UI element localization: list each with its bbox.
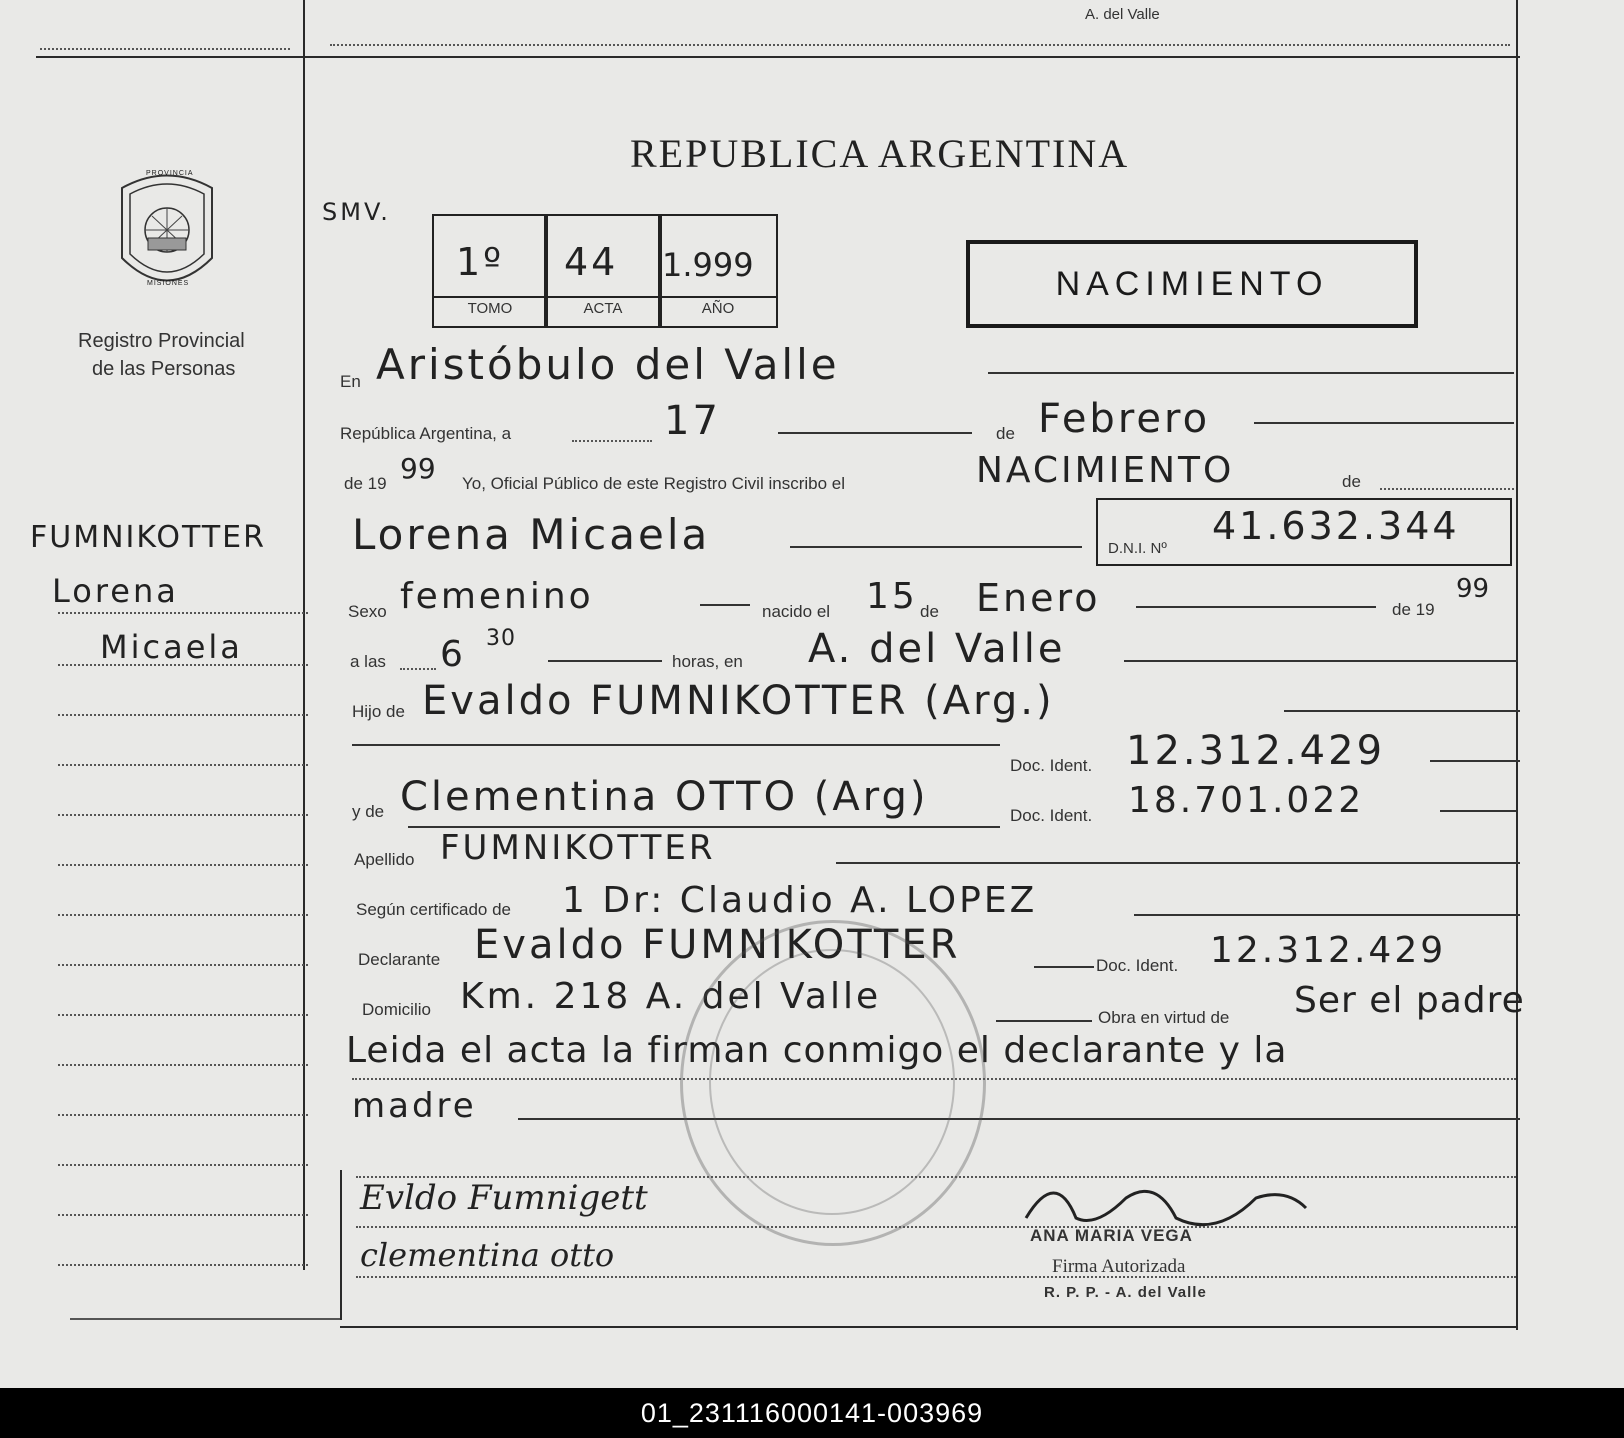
line-mother-doc: [1440, 810, 1516, 812]
file-id-footer: 01_231116000141-003969: [0, 1388, 1624, 1438]
table-label-divider: [432, 296, 776, 298]
margin-second-name: Micaela: [100, 628, 243, 666]
hour-value: 6: [440, 634, 466, 675]
line-month: [1254, 422, 1514, 424]
child-name: Lorena Micaela: [352, 510, 711, 559]
label-nacido: nacido el: [762, 602, 831, 621]
apellido-value: FUMNIKOTTER: [440, 828, 716, 868]
place-value: Aristóbulo del Valle: [376, 340, 840, 389]
label-de-birth-month: de: [920, 602, 939, 621]
label-y-de: y de: [352, 802, 385, 821]
frame-bottom-line: [340, 1326, 1518, 1328]
label-sexo: Sexo: [348, 602, 387, 621]
label-doc-ident-father: Doc. Ident.: [1010, 756, 1093, 775]
sexo-value: femenino: [400, 576, 594, 617]
label-de-child: de: [1342, 472, 1361, 491]
line-certificado: [1134, 914, 1520, 916]
acta-label: ACTA: [583, 300, 623, 317]
seal-top-text: PROVINCIA: [146, 170, 194, 177]
label-obra: Obra en virtud de: [1098, 1008, 1230, 1027]
signature-mother: clementina otto: [360, 1236, 615, 1274]
line-father-continued: [352, 744, 1000, 746]
anio-value: 1.999: [662, 246, 754, 284]
line-closing: [518, 1118, 1520, 1120]
dni-value: 41.632.344: [1212, 504, 1460, 548]
margin-line: [58, 1014, 308, 1016]
father-doc: 12.312.429: [1126, 728, 1386, 774]
line-sexo: [700, 604, 750, 606]
official-stamp: [680, 920, 986, 1246]
birth-day: 15: [866, 576, 918, 617]
margin-line: [58, 764, 308, 766]
line-birth-place: [1124, 660, 1518, 662]
birth-year-suffix: 99: [1456, 574, 1490, 604]
margin-line: [58, 664, 308, 666]
margin-line: [58, 914, 308, 916]
label-declarante: Declarante: [358, 950, 441, 969]
record-type-box: [966, 240, 1418, 328]
line-day-dots: [572, 440, 652, 442]
official-name: ANA MARIA VEGA: [1030, 1226, 1193, 1245]
top-stamp-text: A. del Valle: [1085, 6, 1160, 23]
label-republica: República Argentina, a: [340, 424, 512, 443]
birth-month: Enero: [976, 576, 1101, 620]
label-year-prefix: de 19: [344, 474, 387, 493]
line-apellido: [836, 862, 1520, 864]
label-de-month: de: [996, 424, 1015, 443]
label-a-las: a las: [350, 652, 386, 671]
declarante-value: Evaldo FUMNIKOTTER: [474, 922, 961, 968]
form-dotted-line: [356, 1276, 1516, 1278]
record-type-label: NACIMIENTO: [1055, 265, 1329, 303]
official-stamp-inner-ring: [709, 949, 955, 1215]
line-child-name: [790, 546, 1082, 548]
tomo-label: TOMO: [467, 300, 513, 317]
margin-first-name: Lorena: [52, 572, 179, 610]
line-hour-dots: [400, 668, 436, 670]
provincial-seal: [112, 168, 222, 298]
obra-value: Ser el padre: [1294, 980, 1525, 1021]
frame-divider-lower: [340, 1170, 342, 1320]
certificado-value: 1 Dr: Claudio A. LOPEZ: [562, 880, 1038, 921]
margin-bottom-line: [70, 1318, 340, 1320]
label-domicilio: Domicilio: [362, 1000, 431, 1019]
margin-line: [58, 964, 308, 966]
inscribed-type: NACIMIENTO: [976, 450, 1235, 491]
top-dotted-line-right: [330, 44, 1510, 46]
country-title: REPUBLICA ARGENTINA: [630, 131, 1130, 176]
registry-name-line2: de las Personas: [92, 358, 236, 380]
label-certificado: Según certificado de: [356, 900, 511, 919]
form-dotted-line: [356, 1226, 1516, 1228]
registry-name-line1: Registro Provincial: [78, 330, 245, 352]
official-office: R. P. P. - A. del Valle: [1044, 1284, 1207, 1301]
label-doc-ident-declarante: Doc. Ident.: [1096, 956, 1179, 975]
margin-line: [58, 714, 308, 716]
label-hijo-de: Hijo de: [352, 702, 405, 721]
line-place: [988, 372, 1514, 374]
margin-line: [58, 612, 308, 614]
label-horas-en: horas, en: [672, 652, 743, 671]
father-name: Evaldo FUMNIKOTTER (Arg.): [422, 678, 1055, 724]
margin-line: [58, 1164, 308, 1166]
line-father: [1284, 710, 1520, 712]
margin-surname: FUMNIKOTTER: [30, 520, 266, 555]
mother-doc: 18.701.022: [1128, 780, 1365, 821]
minutes-value: 30: [486, 626, 516, 651]
dni-label: D.N.I. Nº: [1108, 540, 1167, 557]
line-father-doc: [1430, 760, 1520, 762]
officer-text: Yo, Oficial Público de este Registro Civil inscribo el: [462, 474, 845, 493]
line-de-child: [1380, 488, 1514, 490]
margin-line: [58, 1264, 308, 1266]
declarante-doc: 12.312.429: [1210, 930, 1447, 971]
seal-bottom-text: MISIONES: [147, 280, 190, 287]
acta-value: 44: [564, 240, 619, 284]
line-declarante: [1034, 966, 1094, 968]
margin-line: [58, 1214, 308, 1216]
birth-place: A. del Valle: [808, 626, 1066, 672]
official-title: Firma Autorizada: [1052, 1256, 1186, 1277]
day-value: 17: [664, 398, 721, 444]
anio-label: AÑO: [701, 300, 735, 317]
frame-right-line: [1516, 0, 1518, 1330]
label-apellido: Apellido: [354, 850, 415, 869]
label-de19: de 19: [1392, 600, 1435, 619]
signature-father: Evldo Fumnigett: [360, 1178, 648, 1218]
margin-line: [58, 1064, 308, 1066]
tomo-value: 1º: [456, 240, 505, 284]
margin-line: [58, 1114, 308, 1116]
line-birth-month: [1136, 606, 1376, 608]
closing-line1: Leida el acta la firman conmigo el declarante y la: [346, 1030, 1288, 1071]
frame-top-line: [36, 56, 1520, 58]
line-domicilio: [996, 1020, 1092, 1022]
initials: SMV.: [322, 198, 391, 226]
closing-line2: madre: [352, 1086, 477, 1126]
domicilio-value: Km. 218 A. del Valle: [460, 976, 882, 1017]
frame-divider-left: [303, 0, 305, 1270]
mother-name: Clementina OTTO (Arg): [400, 774, 929, 820]
line-hour: [548, 660, 662, 662]
margin-line: [58, 814, 308, 816]
label-en: En: [340, 372, 361, 391]
month-value: Febrero: [1038, 396, 1211, 442]
line-day: [778, 432, 972, 434]
year-suffix: 99: [400, 452, 436, 485]
label-doc-ident-mother: Doc. Ident.: [1010, 806, 1093, 825]
margin-line: [58, 864, 308, 866]
top-dotted-line-left: [40, 48, 290, 50]
